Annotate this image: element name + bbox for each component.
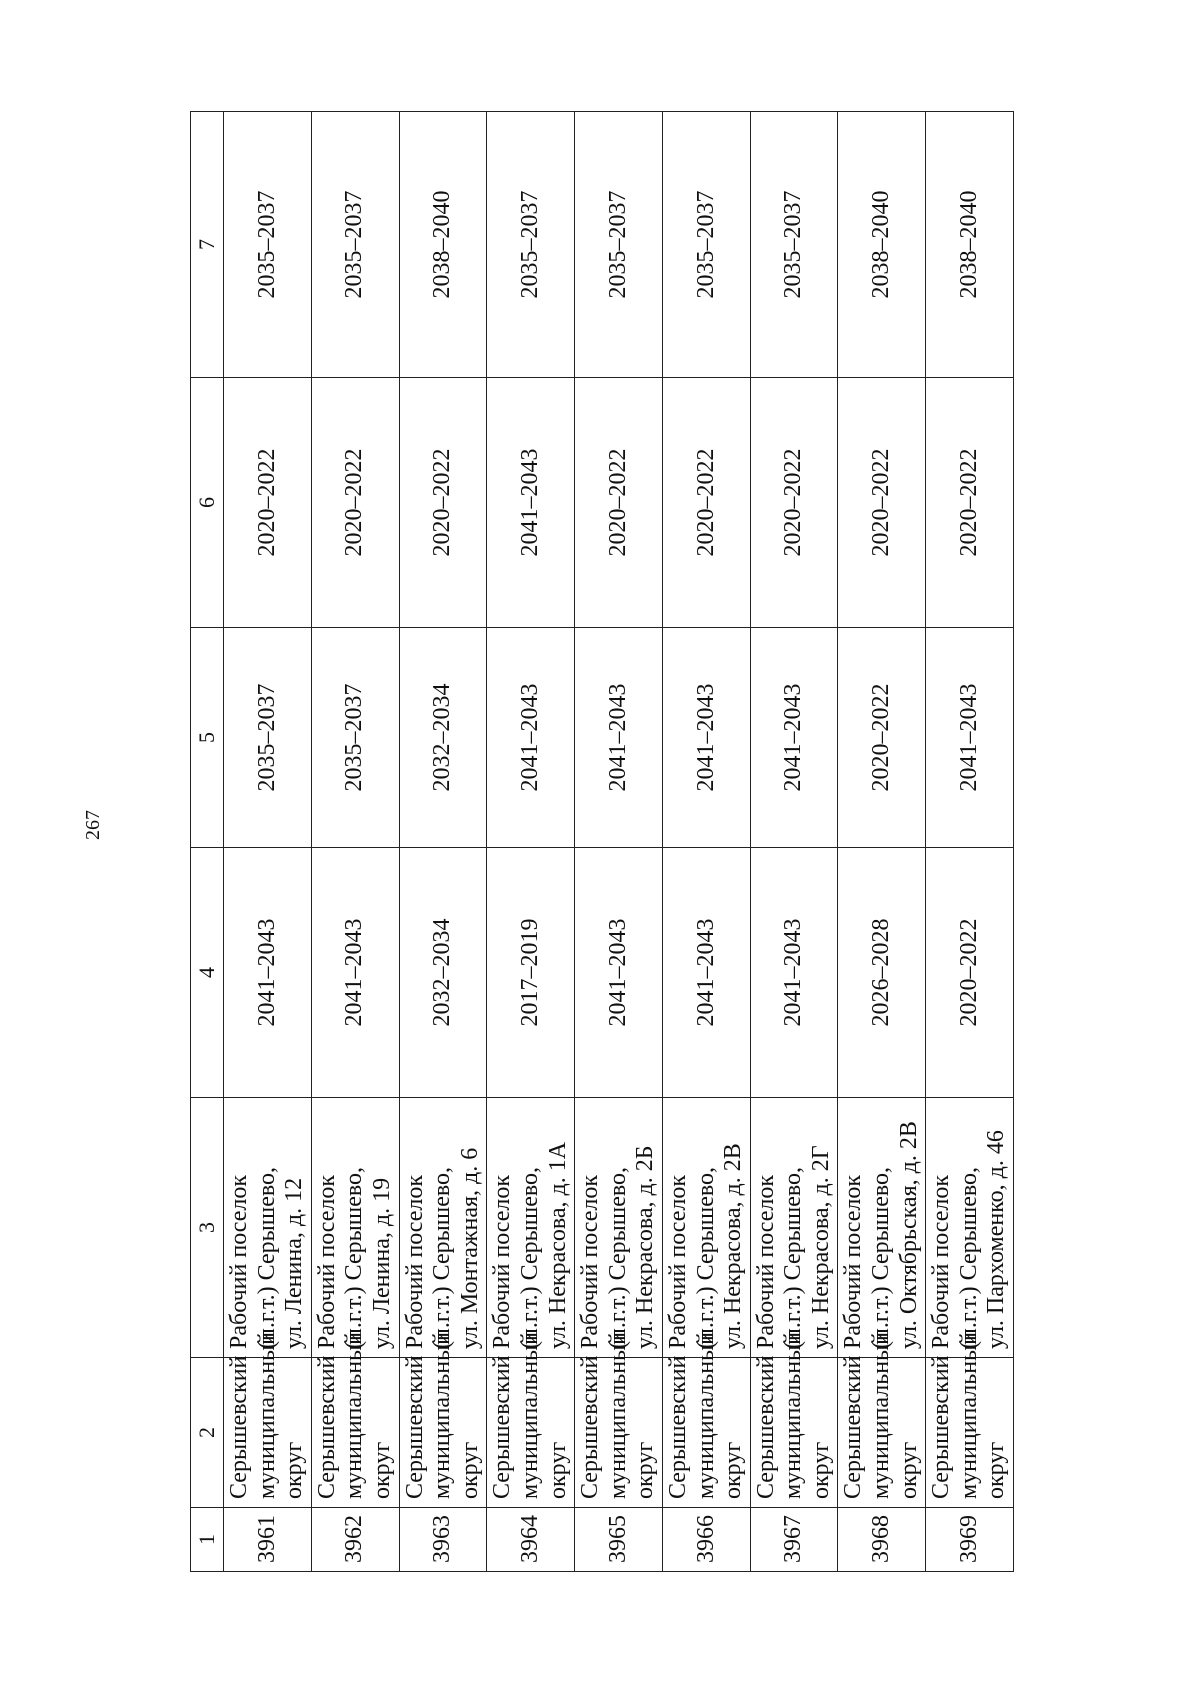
district-cell	[224, 1331, 312, 1508]
address-line: Рабочий поселок	[840, 1174, 867, 1349]
district-line: округ	[544, 1441, 571, 1499]
col6-years: 2020–2022	[662, 378, 750, 628]
col7-years: 2035–2037	[487, 112, 575, 378]
row-id: 3966	[662, 1508, 750, 1572]
col6-years: 2020–2022	[838, 378, 926, 628]
district-line: муниципальный	[341, 1331, 368, 1499]
col4-years: 2041–2043	[224, 848, 312, 1098]
col4-years: 2041–2043	[750, 848, 838, 1098]
col4-years: 2017–2019	[487, 848, 575, 1098]
district-line: муниципальный	[604, 1331, 631, 1499]
table-row	[662, 112, 750, 1572]
table-row	[311, 112, 399, 1572]
row-id: 3964	[487, 1508, 575, 1572]
district-line: Серышевский	[489, 1355, 516, 1499]
address-cell	[224, 1098, 312, 1358]
address-line: (п.г.т.) Серышево,	[692, 1166, 719, 1349]
district-cell	[662, 1331, 750, 1508]
district-line: округ	[895, 1441, 922, 1499]
col7-years: 2035–2037	[224, 112, 312, 378]
address-line: (п.г.т.) Серышево,	[868, 1166, 895, 1349]
address-line: ул. Ленина, д. 19	[368, 1177, 395, 1349]
col7-years: 2035–2037	[575, 112, 663, 378]
address-line: ул. Некрасова, д. 2Г	[807, 1145, 834, 1349]
col7-years: 2038–2040	[838, 112, 926, 378]
district-line: муниципальный	[516, 1331, 543, 1499]
district-line: округ	[281, 1441, 308, 1499]
district-line: Серышевский	[577, 1355, 604, 1499]
district-line: округ	[368, 1441, 395, 1499]
header-row	[191, 112, 224, 1572]
address-line: ул. Монтажная, д. 6	[456, 1147, 483, 1349]
col6-years: 2020–2022	[926, 378, 1014, 628]
row-id: 3963	[399, 1508, 487, 1572]
address-line: ул. Ленина, д. 12	[281, 1177, 308, 1349]
address-line: ул. Некрасова, д. 2В	[720, 1143, 747, 1349]
address-line: (п.г.т.) Серышево,	[955, 1166, 982, 1349]
address-line: (п.г.т.) Серышево,	[341, 1166, 368, 1349]
row-id: 3969	[926, 1508, 1014, 1572]
address-line: ул. Октябрьская, д. 2В	[895, 1121, 922, 1349]
header-col-2: 2	[191, 1358, 224, 1508]
col4-years: 2032–2034	[399, 848, 487, 1098]
row-id: 3965	[575, 1508, 663, 1572]
col7-years: 2035–2037	[662, 112, 750, 378]
table-row	[487, 112, 575, 1572]
address-line: (п.г.т.) Серышево,	[780, 1166, 807, 1349]
header-col-7: 7	[191, 112, 224, 378]
row-id: 3961	[224, 1508, 312, 1572]
address-line: Рабочий поселок	[313, 1174, 340, 1349]
address-cell	[487, 1098, 575, 1358]
row-id: 3968	[838, 1508, 926, 1572]
col4-years: 2041–2043	[662, 848, 750, 1098]
table-row	[926, 112, 1014, 1572]
address-line: (п.г.т.) Серышево,	[604, 1166, 631, 1349]
district-line: округ	[632, 1441, 659, 1499]
district-line: округ	[456, 1441, 483, 1499]
district-line: муниципальный	[868, 1331, 895, 1499]
col6-years: 2020–2022	[575, 378, 663, 628]
col7-years: 2038–2040	[399, 112, 487, 378]
page-number: 267	[82, 810, 104, 840]
col4-years: 2020–2022	[926, 848, 1014, 1098]
col5-years: 2041–2043	[575, 628, 663, 848]
col6-years: 2020–2022	[750, 378, 838, 628]
header-col-4: 4	[191, 848, 224, 1098]
col5-years: 2041–2043	[926, 628, 1014, 848]
address-line: Рабочий поселок	[664, 1174, 691, 1349]
district-line: округ	[720, 1441, 747, 1499]
col5-years: 2035–2037	[311, 628, 399, 848]
header-col-6: 6	[191, 378, 224, 628]
address-line: Рабочий поселок	[928, 1174, 955, 1349]
address-line: ул. Пархоменко, д. 46	[983, 1130, 1010, 1349]
col6-years: 2020–2022	[399, 378, 487, 628]
col5-years: 2020–2022	[838, 628, 926, 848]
district-line: округ	[807, 1441, 834, 1499]
district-line: округ	[983, 1441, 1010, 1499]
address-cell	[662, 1098, 750, 1358]
district-line: Серышевский	[752, 1355, 779, 1499]
col5-years: 2032–2034	[399, 628, 487, 848]
data-table	[190, 111, 1014, 1572]
col4-years: 2026–2028	[838, 848, 926, 1098]
col6-years: 2041–2043	[487, 378, 575, 628]
district-line: муниципальный	[692, 1331, 719, 1499]
col4-years: 2041–2043	[311, 848, 399, 1098]
address-cell	[575, 1098, 663, 1358]
col4-years: 2041–2043	[575, 848, 663, 1098]
header-col-5: 5	[191, 628, 224, 848]
col6-years: 2020–2022	[224, 378, 312, 628]
table-row	[224, 112, 312, 1572]
col5-years: 2041–2043	[662, 628, 750, 848]
col6-years: 2020–2022	[311, 378, 399, 628]
address-line: (п.г.т.) Серышево,	[516, 1166, 543, 1349]
district-line: Серышевский	[840, 1355, 867, 1499]
address-line: ул. Некрасова, д. 1А	[544, 1141, 571, 1349]
rotated-table-container	[190, 112, 1010, 1572]
col5-years: 2041–2043	[487, 628, 575, 848]
address-line: (п.г.т.) Серышево,	[429, 1166, 456, 1349]
header-col-3: 3	[191, 1098, 224, 1358]
district-line: Серышевский	[928, 1355, 955, 1499]
table-row	[750, 112, 838, 1572]
table-row	[575, 112, 663, 1572]
col5-years: 2035–2037	[224, 628, 312, 848]
address-line: Рабочий поселок	[226, 1174, 252, 1349]
row-id: 3962	[311, 1508, 399, 1572]
district-cell	[838, 1331, 926, 1508]
district-cell	[926, 1331, 1014, 1508]
district-line: муниципальный	[780, 1331, 807, 1499]
col7-years: 2035–2037	[311, 112, 399, 378]
district-line: Серышевский	[226, 1355, 252, 1499]
header-col-1: 1	[191, 1508, 224, 1572]
address-line: Рабочий поселок	[401, 1174, 428, 1349]
col7-years: 2035–2037	[750, 112, 838, 378]
district-line: Серышевский	[313, 1355, 340, 1499]
district-line: муниципальный	[429, 1331, 456, 1499]
table-row	[838, 112, 926, 1572]
col5-years: 2041–2043	[750, 628, 838, 848]
address-line: Рабочий поселок	[577, 1174, 604, 1349]
address-cell	[838, 1098, 926, 1358]
address-line: Рабочий поселок	[752, 1174, 779, 1349]
district-cell	[399, 1331, 487, 1508]
col7-years: 2038–2040	[926, 112, 1014, 378]
address-cell	[399, 1098, 487, 1358]
address-line: Рабочий поселок	[489, 1174, 516, 1349]
district-cell	[487, 1331, 575, 1508]
district-line: Серышевский	[664, 1355, 691, 1499]
address-cell	[750, 1098, 838, 1358]
district-line: Серышевский	[401, 1355, 428, 1499]
district-line: муниципальный	[955, 1331, 982, 1499]
row-id: 3967	[750, 1508, 838, 1572]
address-line: (п.г.т.) Серышево,	[253, 1166, 280, 1349]
district-cell	[311, 1331, 399, 1508]
table-row	[399, 112, 487, 1572]
district-cell	[750, 1331, 838, 1508]
address-cell	[926, 1098, 1014, 1358]
address-line: ул. Некрасова, д. 2Б	[632, 1145, 659, 1349]
district-line: муниципальный	[253, 1331, 280, 1499]
address-cell	[311, 1098, 399, 1358]
district-cell	[575, 1331, 663, 1508]
